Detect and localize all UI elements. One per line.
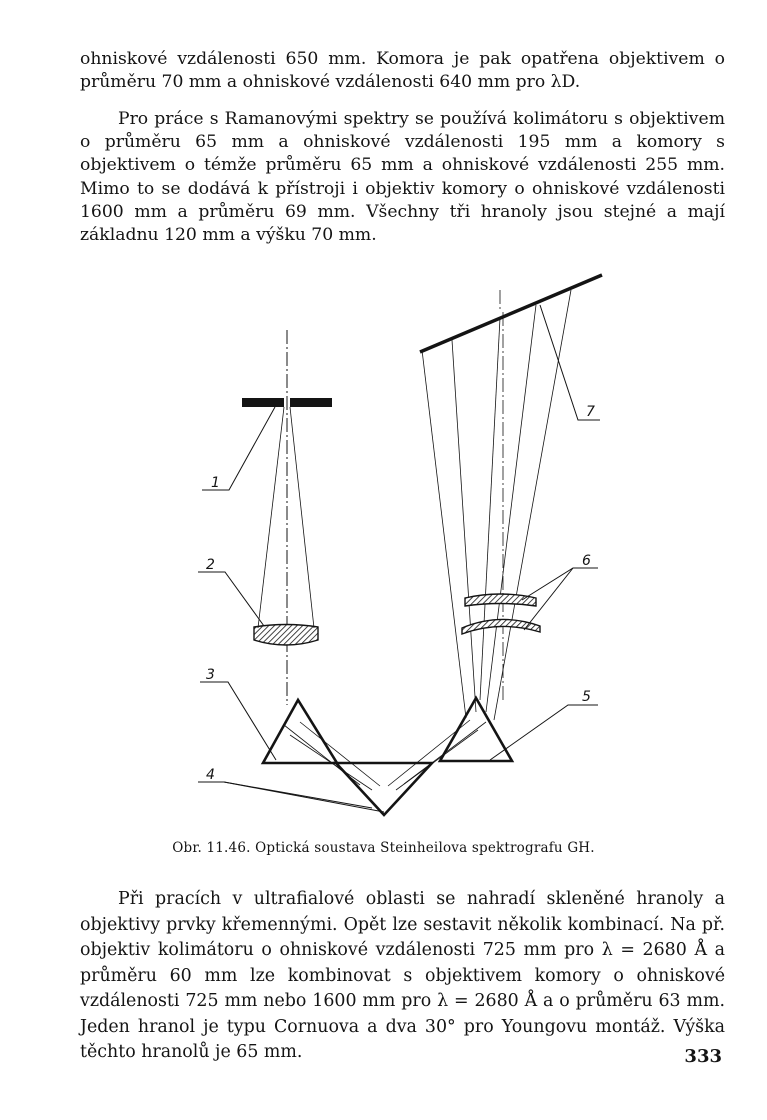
label-1: 1 [211, 475, 220, 491]
label-5: 5 [582, 689, 591, 705]
paragraph-1: ohniskové vzdálenosti 650 mm. Komora je pak opatřena objektivem o průměru 70 mm a ohniskové vzdálenosti 640 mm pro λD. [80, 49, 725, 93]
collimator-lens [254, 625, 318, 646]
label-3: 3 [206, 667, 215, 683]
light-rays [258, 290, 571, 790]
prism-middle [336, 763, 432, 815]
label-7: 7 [586, 404, 595, 420]
camera-lens-lower [462, 619, 540, 634]
label-6: 6 [582, 553, 591, 569]
figure-caption: Obr. 11.46. Optická soustava Steinheilova spektrografu GH. [172, 840, 595, 856]
camera-lens-upper [465, 594, 536, 606]
photographic-plate [420, 275, 602, 352]
page-number: 333 [684, 1046, 722, 1067]
label-2: 2 [206, 557, 215, 573]
leader-lines [198, 305, 600, 812]
optical-diagram [0, 270, 767, 830]
paragraph-2: Pro práce s Ramanovými spektry se používá kolimátoru s objektivem o průměru 65 mm a ohniskové vzdálenosti 195 mm a komory s objektivem o témže průměru 65 mm a ohniskové vzdálenosti 255 mm. Mimo to se dodává k přístroji i objektiv komory o ohniskové vzdálenosti 1600 mm a průměru 69 mm. Všechny tři hranoly jsou stejné a mají základnu 120 mm a výšku 70 mm. [80, 109, 725, 246]
slit-right [290, 398, 332, 407]
paragraph-3: Při pracích v ultrafialové oblasti se nahradí skleněné hranoly a objektivy prvky křemennými. Opět lze sestavit několik kombinací. Na př. objektiv kolimátoru o ohniskové vzdálenosti 725 mm pro λ = 2680 Å a průměru 60 mm lze kombinovat s objektivem komory o ohniskové vzdálenosti 725 mm nebo 1600 mm pro λ = 2680 Å a o průměru 63 mm. Jeden hranol je typu Cornuova a dva 30° pro Youngovu montáž. Výška těchto hranolů je 65 mm. [80, 889, 725, 1062]
slit-left [242, 398, 284, 407]
label-4: 4 [206, 767, 215, 783]
prism-left [263, 700, 337, 763]
